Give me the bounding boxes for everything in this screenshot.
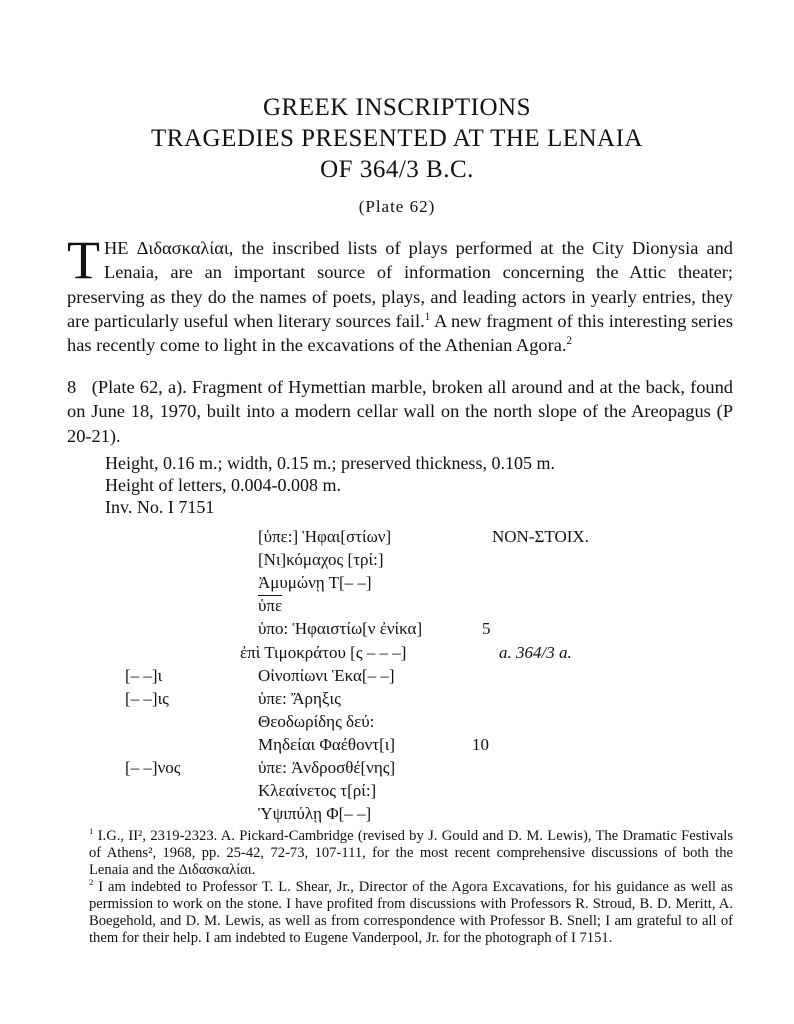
spec-letter-height: Height of letters, 0.004-0.008 m. [105,475,341,495]
intro-text: HE Διδασκαλίαι, the inscribed lists of plays performed at the City Dionysia and Lenaia, are an important source of information concerning the Attic theater; preserving as they do the names of poets, plays, and leading actors in yearly entries, they are particularly useful when literary sources fail. [67,238,733,331]
inscription-line: ἐπὶ Τιμοκράτου [ς – – –] [240,643,407,662]
line-number-5: 5 [482,619,491,638]
inscription-line: $\overline{ὑ\pi\varepsilon}$ [258,596,283,615]
entry-paragraph [67,375,733,448]
inscription-line: Μηδείαι Φαέθοντ[ι] [258,735,395,754]
inscription-line: ὑπε: Ἄρηξις [258,689,341,708]
drop-cap: T [67,230,100,290]
article-title-line-2: TRAGEDIES PRESENTED AT THE LENAIA [151,125,643,152]
line-number-10: 10 [472,735,489,754]
footnote-1-text: I.G., II², 2319-2323. A. Pickard-Cambridge (revised by J. Gould and D. M. Lewis), The Dramatic Festivals of Athens², 1968, pp. 25-42, 72-73, 107-111, for the most recent comprehensive discussions of both the Lenaia and the Διδασκαλίαι. [89,828,733,878]
spec-inventory: Inv. No. I 7151 [105,497,215,517]
inscription-line: [ὑπε:] Ἡφαι[στίων] [258,527,392,546]
footnote-mark-2: 2 [89,877,94,888]
footnote-2 [67,879,733,947]
plate-reference: (Plate 62) [358,197,436,216]
footnote-1 [67,828,733,879]
inscription-line: ὑπε: Ἀνδροσθέ[νης] [258,758,396,777]
inscription-line: Θεοδωρίδης δεύ: [258,712,375,731]
spec-dimensions: Height, 0.16 m.; width, 0.15 m.; preserved thickness, 0.105 m. [105,453,555,473]
entry-description: (Plate 62, a). Fragment of Hymettian marble, broken all around and at the back, found on June 18, 1970, built into a modern cellar wall on the north slope of the Areopagus (P 20-21). [67,377,733,446]
article-title-line-3: OF 364/3 B.C. [320,156,474,183]
left-fragment: [– –]ις [125,689,169,708]
article-title-line-1: GREEK INSCRIPTIONS [262,94,532,121]
footnote-mark-1: 1 [89,826,94,837]
inscription-line: [Νι]κόμαχος [τρί:] [258,550,384,569]
footnote-ref-1[interactable]: 1 [424,310,431,323]
inscription-line: Οἰνοπίωνι Ἑκα[– –] [258,666,395,685]
footnote-2-text: I am indebted to Professor T. L. Shear, Jr., Director of the Agora Excavations, for his guidance as well as permission to work on the stone. I have profited from discussions with Professors R. Stroud, B. D. Meritt, A. Boegehold, and D. M. Lewis, as well as from correspondence with Professor B. Snell; I am grateful to all of them for their help. I am indebted to Eugene Vanderpool, Jr. for the photograph of I 7151. [89,879,733,946]
left-fragment: [– –]νος [125,758,181,777]
footnote-ref-2[interactable]: 2 [566,335,572,348]
inscription-line: Κλεαίνετος τ[ρί:] [258,781,377,800]
inscription-line: Ἀμυμώνῃ Τ[– –] [258,573,372,592]
non-stoich-label: NON-ΣΤΟΙΧ. [492,527,589,546]
intro-text-continued: A new fragment of this interesting series has recently come to light in the excavations of the Athenian Agora. [67,310,733,356]
entry-number: 8 [67,377,77,397]
inscription-line: ὑπο: Ἡφαιστίω[ν ἐνίκα] [258,619,423,638]
inscription-line: Ὑψιπύλῃ Φ[– –] [258,804,372,823]
date-note: a. 364/3 a. [499,643,572,662]
left-fragment: [– –]ι [125,666,163,685]
intro-paragraph [67,230,733,357]
